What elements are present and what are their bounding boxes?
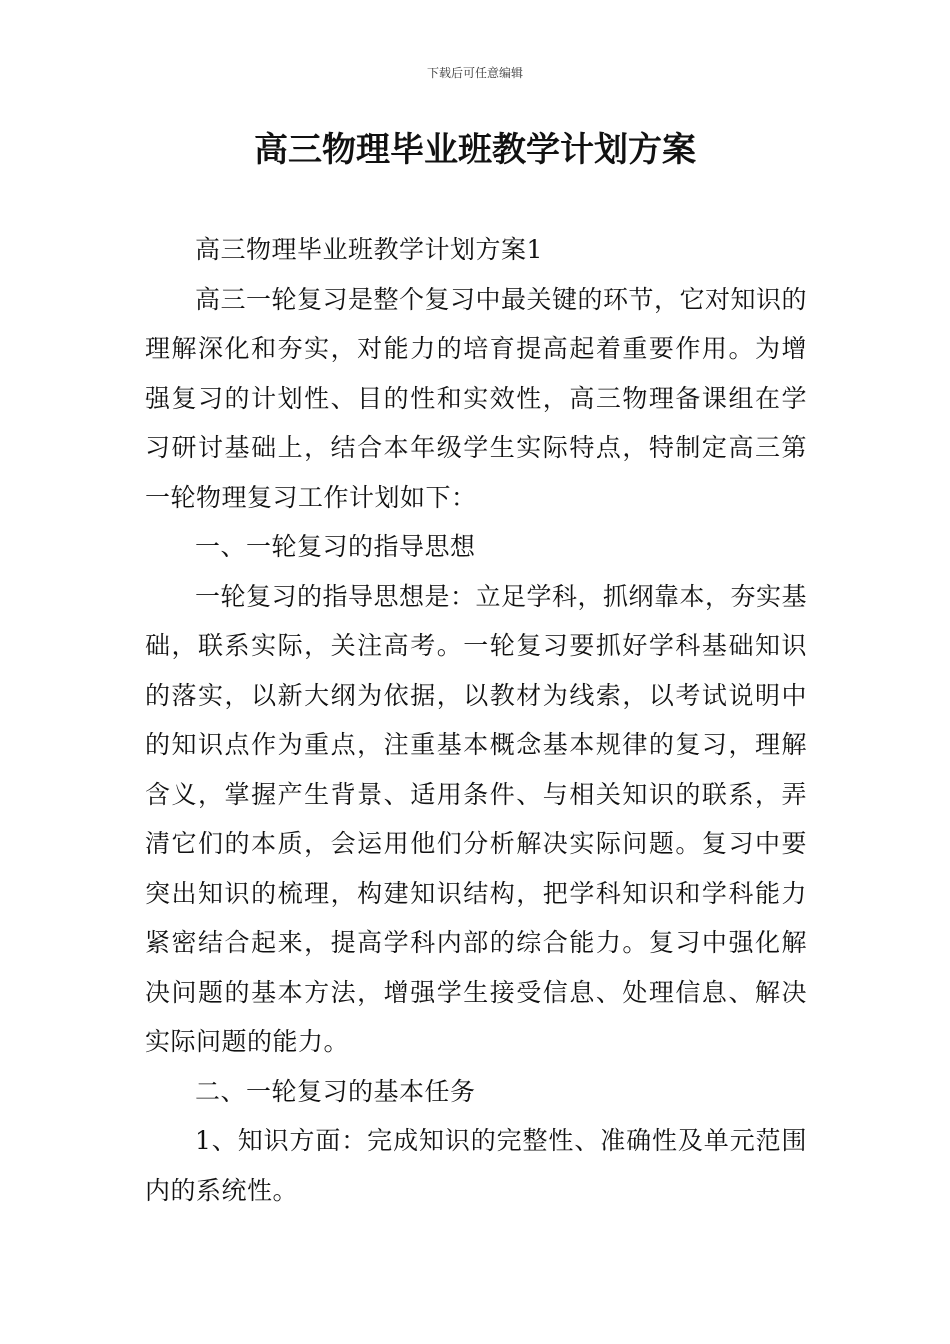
- intro-paragraph: 高三一轮复习是整个复习中最关键的环节，它对知识的理解深化和夯实，对能力的培育提高起着重要作用。为增强复习的计划性、目的性和实效性，高三物理备课组在学习研讨基础上，结合本年级学生实际特点，特制定高三第一轮物理复习工作计划如下：: [145, 284, 808, 512]
- subtitle-paragraph: 高三物理毕业班教学计划方案1: [195, 235, 543, 264]
- guiding-thought-paragraph: 一轮复习的指导思想是：立足学科，抓纲靠本，夯实基础，联系实际，关注高考。一轮复习要抓好学科基础知识的落实，以新大纲为依据，以教材为线索，以考试说明中的知识点作为重点，注重基本概念基本规律的复习，理解含义，掌握产生背景、适用条件、与相关知识的联系，弄清它们的本质，会运用他们分析解决实际问题。复习中要突出知识的梳理，构建知识结构，把学科知识和学科能力紧密结合起来，提高学科内部的综合能力。复习中强化解决问题的基本方法，增强学生接受信息、处理信息、解决实际问题的能力。: [145, 581, 808, 1056]
- knowledge-task-paragraph: 1、知识方面：完成知识的完整性、准确性及单元范围内的系统性。: [145, 1126, 807, 1205]
- document-body: [145, 225, 807, 1215]
- section-heading-guiding-thought: 一、一轮复习的指导思想: [195, 532, 476, 561]
- section-heading-basic-tasks: 二、一轮复习的基本任务: [195, 1076, 476, 1106]
- header-note: 下载后可任意编辑: [426, 66, 523, 80]
- document-title: 高三物理毕业班教学计划方案: [254, 130, 696, 170]
